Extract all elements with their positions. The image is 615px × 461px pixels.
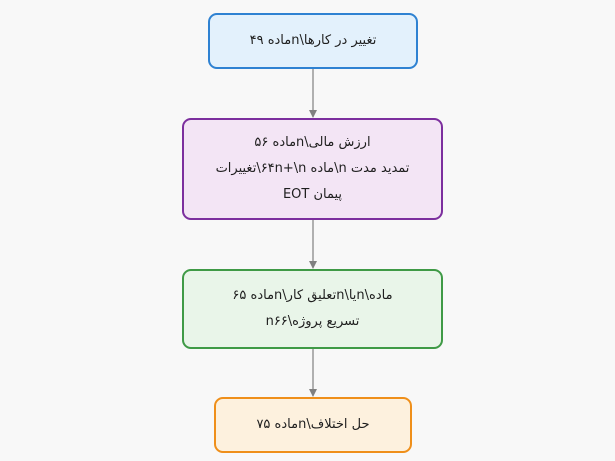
flowchart-node-change-in-works[interactable]	[208, 13, 418, 69]
node-label-line: EOT پیمان	[282, 187, 343, 202]
node-label-line: حل اختلاف\nماده ۷۵	[256, 417, 370, 432]
flowchart-node-financial-value[interactable]	[182, 118, 443, 220]
node-label-line: تغییر در کارها\nماده ۴۹	[249, 33, 377, 48]
node-label-line: تسریع پروژه\n۶۶	[265, 314, 360, 329]
node-label-line: ماده\nیا\nتعلیق کار\nماده ۶۵	[232, 288, 393, 303]
flowchart-node-suspension[interactable]	[182, 269, 443, 349]
node-label-line: ارزش مالی\nماده ۵۶	[254, 135, 371, 150]
node-label-line: تمدید مدت n\ماده ۶۴n+\n\تغییرات	[215, 161, 410, 176]
flowchart-node-dispute-resolution[interactable]	[214, 397, 412, 453]
